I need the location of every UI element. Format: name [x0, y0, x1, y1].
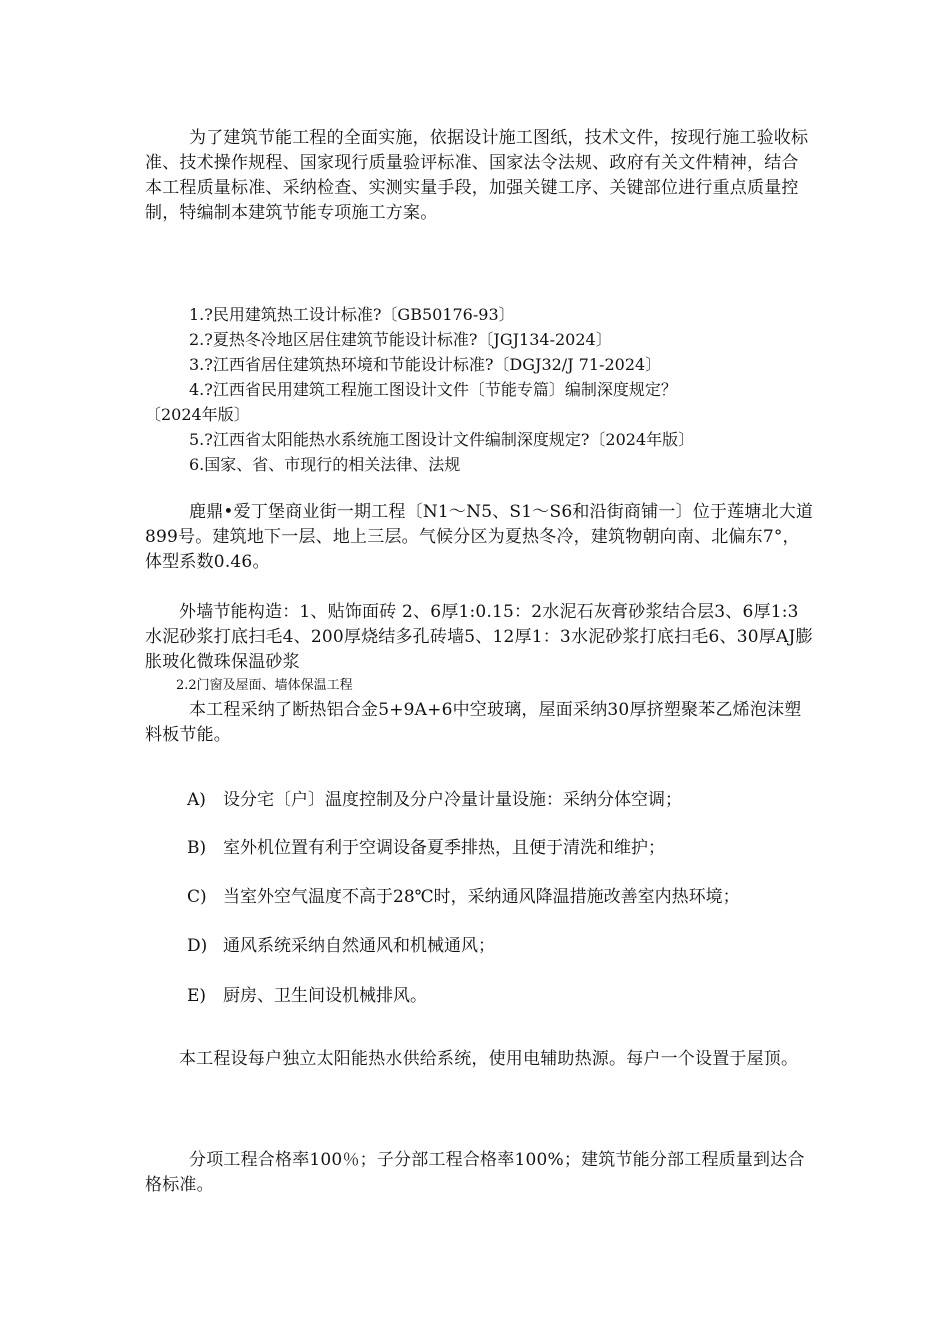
measure-item-b — [187, 836, 827, 861]
reference-item: 1.?民用建筑热工设计标准?〔GB50176-93〕 — [189, 305, 515, 324]
windows-roof-paragraph: 本工程采纳了断热铝合金5+9A+6中空玻璃，屋面采纳30厚挤塑聚苯乙烯泡沫塑料板节能。 — [145, 700, 802, 745]
measure-item-e — [187, 984, 827, 1009]
item-marker: E) — [187, 986, 207, 1006]
wall-construction-paragraph: 外墙节能构造：1、贴饰面砖 2、6厚1:0.15：2水泥石灰膏砂浆结合层3、6厚1:3水泥砂浆打底扫毛4、200厚烧结多孔砖墙5、12厚1：3水泥砂浆打底扫毛6、30厚AJ膨胀玻化微珠保温砂浆 — [145, 602, 813, 672]
reference-list — [145, 302, 815, 477]
item-text: 室外机位置有利于空调设备夏季排热，且便于清洗和维护； — [223, 838, 665, 858]
item-text: 厨房、卫生间设机械排风。 — [223, 986, 427, 1006]
item-text: 通风系统采纳自然通风和机械通风； — [223, 936, 495, 956]
solar-water-paragraph: 本工程设每户独立太阳能热水供给系统，使用电辅助热源。每户一个设置于屋顶。 — [179, 1049, 799, 1069]
reference-item: 6.国家、省、市现行的相关法律、法规 — [189, 455, 461, 474]
reference-item-continuation: 〔2024年版〕 — [145, 405, 250, 424]
reference-item: 3.?江西省居住建筑热环境和节能设计标准?〔DGJ32/J 71-2024〕 — [189, 355, 662, 374]
item-marker: D) — [187, 936, 208, 956]
item-marker: A) — [187, 790, 206, 810]
reference-item: 4.?江西省民用建筑工程施工图设计文件〔节能专篇〕编制深度规定？ — [189, 380, 677, 399]
measure-item-a — [187, 788, 827, 813]
item-marker: C) — [187, 887, 207, 907]
item-text: 当室外空气温度不高于28℃时，采纳通风降温措施改善室内热环境； — [223, 887, 740, 907]
item-text: 设分宅〔户〕温度控制及分户冷量计量设施：采纳分体空调； — [223, 790, 682, 810]
reference-item: 5.?江西省太阳能热水系统施工图设计文件编制深度规定?〔2024年版〕 — [189, 430, 695, 449]
measure-item-d — [187, 934, 827, 959]
quality-target-paragraph: 分项工程合格率100％；子分部工程合格率100%；建筑节能分部工程质量到达合格标准。 — [145, 1150, 805, 1195]
intro-paragraph: 为了建筑节能工程的全面实施，依据设计施工图纸，技术文件，按现行施工验收标准、技术操作规程、国家现行质量验评标准、国家法令法规、政府有关文件精神，结合本工程质量标准、采纳检查、实测实量手段，加强关键工序、关键部位进行重点质量控制，特编制本建筑节能专项施工方案。 — [145, 128, 809, 223]
item-marker: B) — [187, 838, 207, 858]
measure-item-c — [187, 885, 827, 910]
section-heading-2-2: 2.2门窗及屋面、墙体保温工程 — [176, 678, 353, 693]
project-overview-paragraph: 鹿鼎•爱丁堡商业街一期工程〔N1～N5、S1～S6和沿街商铺一〕位于莲塘北大道899号。建筑地下一层、地上三层。气候分区为夏热冬冷，建筑物朝向南、北偏东7°，体型系数0.46。 — [145, 502, 814, 572]
reference-item: 2.?夏热冬冷地区居住建筑节能设计标准?〔JGJ134-2024〕 — [189, 330, 612, 349]
